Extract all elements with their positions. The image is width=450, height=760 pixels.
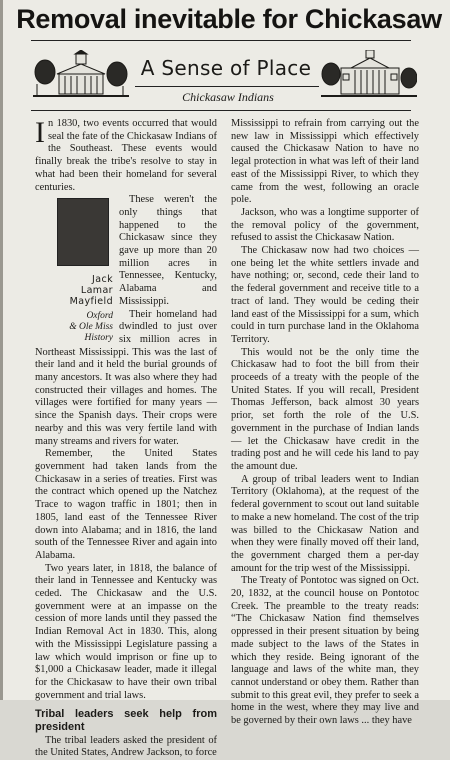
- section-subtitle: Chickasaw Indians: [182, 90, 274, 104]
- lyceum-illustration: [321, 50, 417, 100]
- author-name: [35, 274, 113, 307]
- author-name-line: Mayfield: [69, 296, 113, 308]
- author-photo: [57, 198, 109, 266]
- paragraph: The Treaty of Pontotoc was signed on Oct. 20, 1832, at the council house on Pontotoc Creek. The preamble to the treaty reads: “The Chickasaw Nation find themselves oppressed in their present situation by being made subject to the laws of the States in which they reside. Being ignorant of the language and laws of the white man, they cannot understand or obey them. Rather than submit to this great evil, they prefer to seek a home in the west, where they may live and be governed by their own laws ... they have: [231, 575, 419, 727]
- paragraph: Jackson, who was a longtime supporter of the removal policy of the government, refused to assist the Chickasaw Nation.: [231, 206, 419, 244]
- paragraph: Remember, the United States government had taken lands from the Chickasaw in a series of treaties. First was the contract which opened up the Natchez Trace to wagon traffic in 1801; then in 1805, land east of the Tennessee River down into Alabama; and in 1816, the land south of the Tennessee River and again into Alabama.: [35, 448, 217, 561]
- paragraph: [35, 118, 217, 194]
- author-name-line: Lamar: [80, 285, 113, 297]
- headline-rule: [31, 40, 411, 41]
- header-bottom-rule: [31, 110, 411, 111]
- paragraph: This would not be the only time the Chickasaw had to foot the bill from their proceeds of a treaty with the people of the United States. If you will recall, President Thomas Jefferson, back almost 30 years prior, set forth the role of the U.S. government in the purchase of Indian lands — let the Chickasaw have credit in the trading post and he will cede his land to pay the amount due.: [231, 346, 419, 472]
- section-title: A Sense of Place: [140, 56, 312, 80]
- courthouse-illustration: [33, 50, 129, 100]
- paragraph: Mississippi to refrain from carrying out the new law in Mississippi which effectively caused the Chickasaw Nation to have no legal protection in what was left of their land east of the Mississippi River, to which they came from the west, following an oracle pole.: [231, 118, 419, 206]
- article-column-1: [35, 118, 217, 760]
- paragraph: Their homeland had dwindled to just over six million acres in Northeast Mississippi. This was the last of their land and it held the burial grounds of many ancestors. It was also where they had constructed their villages and homes. The villages were fortified for many years — since the Spanish days. Their crops were nearby and this was very fertile land with many streams and rivers for water.: [35, 308, 217, 447]
- paragraph: A group of tribal leaders went to Indian Territory (Oklahoma), at the request of the federal government to scout out land suitable to make a new homeland. The cost of the trip was billed to the Chickasaw Nation and when they were finally moved off their land, the government charged them a per-day amount for the trip west of the Mississippi.: [231, 473, 419, 574]
- paragraph-text: n 1830, two events occurred that would seal the fate of the Chickasaw Indians of the Southeast. These events would finally break the tribe's resolve to stay in what had been their homeland for several centuries.: [35, 118, 217, 193]
- affiliation-line: History: [84, 333, 113, 344]
- affiliation-line: Oxford: [86, 311, 113, 322]
- author-affiliation: [35, 311, 113, 344]
- drop-cap: I: [35, 116, 45, 149]
- paragraph: The tribal leaders asked the president of the United States, Andrew Jackson, to force: [35, 734, 217, 759]
- subheading: Tribal leaders seek help from president: [35, 708, 217, 734]
- section-rule: [135, 86, 319, 87]
- article-column-2: [231, 118, 419, 728]
- author-name-line: Jack: [92, 274, 113, 286]
- paragraph: These weren't the only things that happened to the Chickasaw since they gave up more than 20 million acres in Tennessee, Kentucky, Alabama and Mississippi.: [119, 194, 217, 307]
- affiliation-line: & Ole Miss: [69, 322, 113, 333]
- headline: Removal inevitable for Chickasaw: [16, 4, 442, 34]
- author-block: [35, 198, 113, 344]
- paragraph: The Chickasaw now had two choices — one being let the white settlers invade and have nothing; or, second, cede their land to the federal government and receive title to a tract of land. They would be ceding their land east of the Mississippi for a sum, which could in turn purchase land in the Oklahoma Territory.: [231, 245, 419, 345]
- paragraph: Two years later, in 1818, the balance of their land in Tennessee and Kentucky was ceded. The Chickasaw and the U.S. government were at an impasse on the cession of more lands until they passed the Indian Removal Act in 1830. This, along with the Mississippi Legislature passing a law which would imprison or fine up to $1,000 a Chickasaw leader, made it illegal for the Chickasaw to have their own tribal government and trial laws.: [35, 562, 217, 701]
